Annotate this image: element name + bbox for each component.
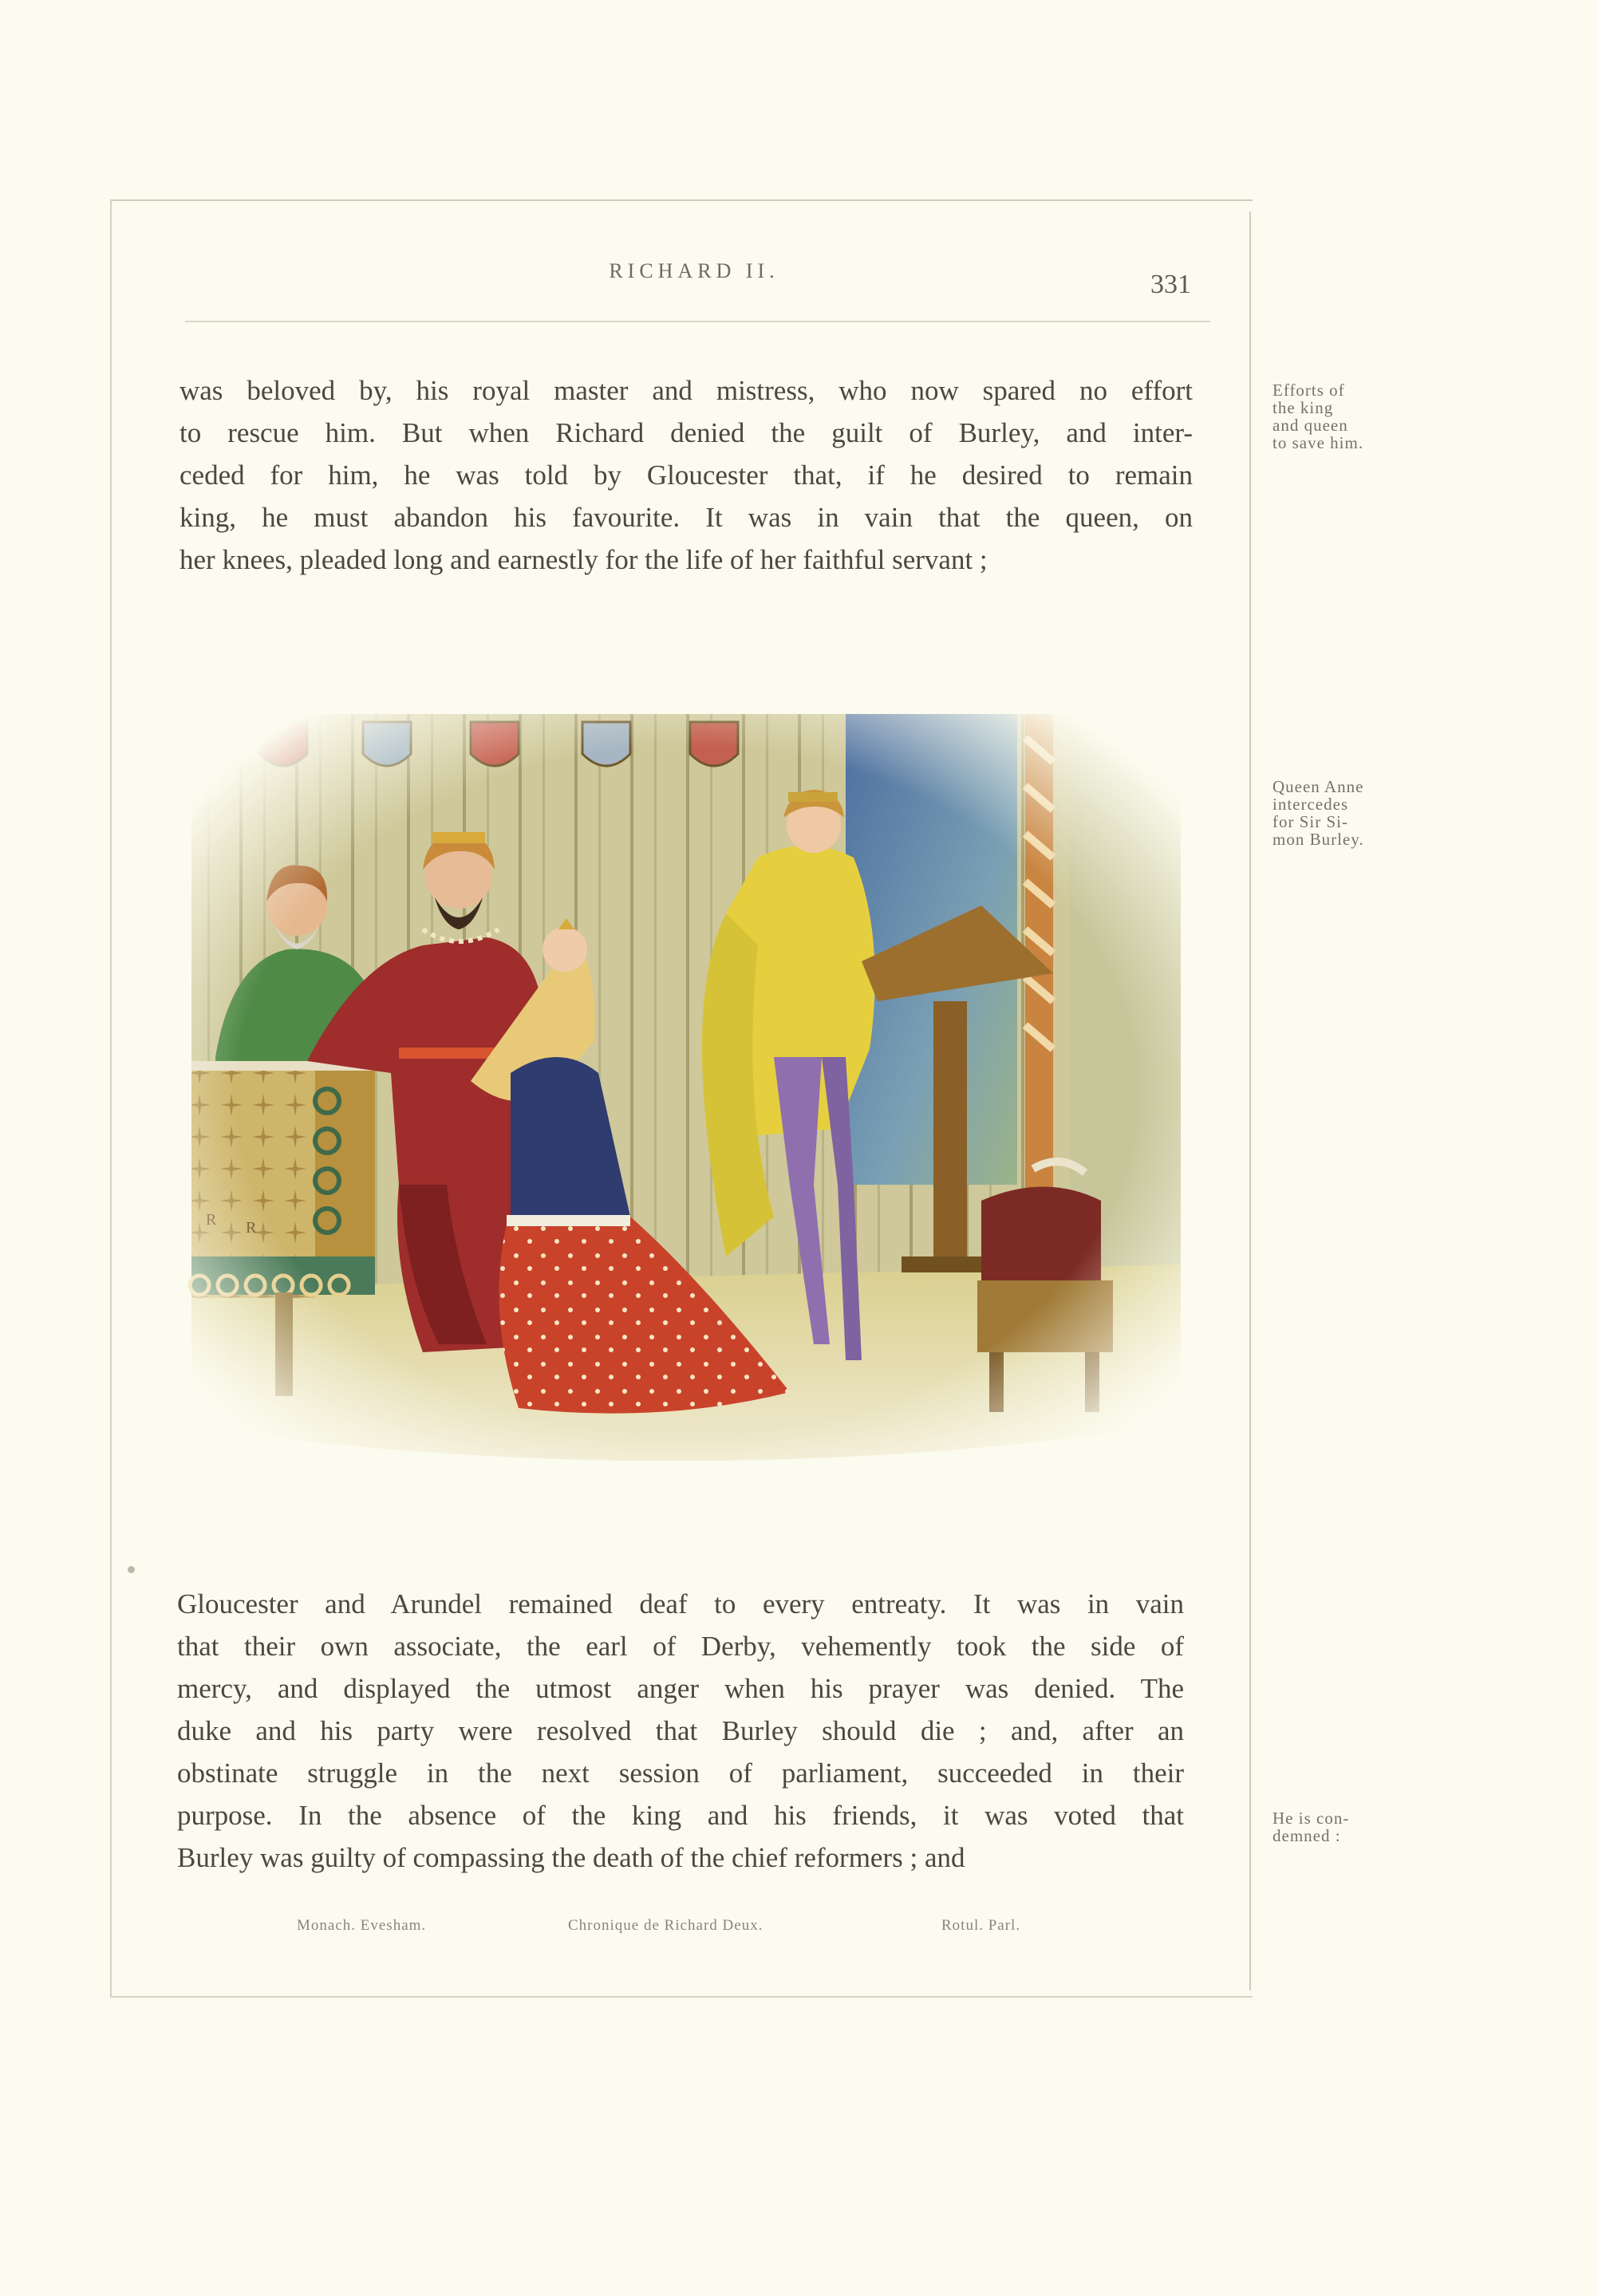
body-text-bottom xyxy=(177,1583,1184,1879)
margin-note-efforts xyxy=(1272,381,1363,452)
text-line: Gloucester and Arundel remained deaf to every entreaty. It was in vain xyxy=(177,1588,1184,1619)
margin-note-condemned xyxy=(1272,1809,1349,1844)
footnote-rotul-parl: Rotul. Parl. xyxy=(941,1917,1021,1934)
text-line: to rescue him. But when Richard denied the guilt of Burley, and inter- xyxy=(180,417,1193,448)
ink-speck xyxy=(128,1566,135,1573)
text-line: obstinate struggle in the next session of parliament, succeeded in their xyxy=(177,1758,1184,1789)
margin-note-line: and queen xyxy=(1272,416,1348,435)
footnote-monach-evesham: Monach. Evesham. xyxy=(297,1917,427,1934)
text-line: purpose. In the absence of the king and his friends, it was voted that xyxy=(177,1800,1184,1831)
margin-note-line: the king xyxy=(1272,398,1334,417)
text-line: ceded for him, he was told by Gloucester that, if he desired to remain xyxy=(180,460,1193,491)
margin-note-line: Queen Anne xyxy=(1272,777,1364,796)
margin-note-line: intercedes xyxy=(1272,795,1349,814)
margin-note-line: demned : xyxy=(1272,1826,1341,1845)
margin-note-line: for Sir Si- xyxy=(1272,812,1348,831)
footnotes xyxy=(0,1917,1598,1941)
margin-note-line: to save him. xyxy=(1272,433,1364,452)
margin-note-queen-anne xyxy=(1272,778,1364,848)
header-rule xyxy=(185,321,1210,322)
text-line: her knees, pleaded long and earnestly for the life of her faithful servant ; xyxy=(180,544,988,575)
text-line: king, he must abandon his favourite. It was in vain that the queen, on xyxy=(180,502,1193,533)
illustration-queen-intercedes xyxy=(183,706,1190,1476)
footnote-chronique: Chronique de Richard Deux. xyxy=(568,1917,763,1934)
margin-note-line: mon Burley. xyxy=(1272,830,1364,849)
margin-note-line: Efforts of xyxy=(1272,381,1345,400)
margin-note-line: He is con- xyxy=(1272,1809,1350,1828)
body-text-top xyxy=(180,369,1193,581)
text-line: Burley was guilty of compassing the death of the chief reformers ; and xyxy=(177,1842,965,1873)
text-line: mercy, and displayed the utmost anger when his prayer was denied. The xyxy=(177,1673,1184,1704)
text-line: that their own associate, the earl of Derby, vehemently took the side of xyxy=(177,1631,1184,1662)
text-line: duke and his party were resolved that Burley should die ; and, after an xyxy=(177,1715,1184,1746)
running-head: RICHARD II. xyxy=(609,259,779,282)
page-number: 331 xyxy=(1150,270,1191,299)
margin-rule xyxy=(1249,211,1251,1990)
text-line: was beloved by, his royal master and mistress, who now spared no effort xyxy=(180,375,1193,406)
